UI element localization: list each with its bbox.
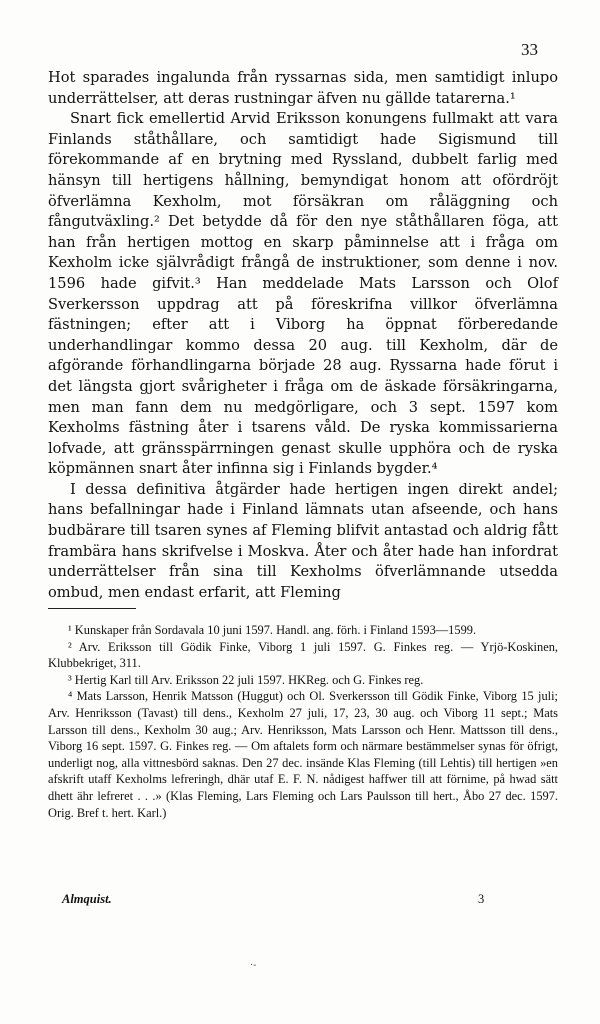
paragraph: Snart fick emellertid Arvid Eriksson konungens fullmakt att vara Finlands ståthållare, och samtidigt hade Sigismund till förekommande af en brytning med Ryssland, dubbelt farlig med hänsyn till hertigens hållning, bemyndigat honom att ofördröjt öfverlämna Kexholm, mot försäkran om råläggning och fångutväxling.² Det betydde då för den nye ståthållaren föga, att han från hertigen mottog en skarp påminnelse att i fråga om Kexholm icke självrådigt frångå de instruktioner, som denne i nov. 1596 hade gifvit.³ Han meddelade Mats Larsson och Olof Sverkersson uppdrag att på föreskrifna villkor öfverlämna fästningen; efter att i Viborg ha öppnat förberedande underhandlingar kommo dessa 20 aug. till Kexholm, där de afgörande förhandlingarna började 28 aug. Ryssarna hade förut i det längsta gjort svårigheter i fråga om de äskade försäkringarna, men man fann dem nu medgörligare, och 3 sept. 1597 kom Kexholms fästning åter i tsarens våld. De ryska kommissarierna lofvade, att gränsspärrningen genast skulle upphöra och de ryska köpmännen snart åter infinna sig i Finlands bygder.⁴ [48,110,558,478]
footnote-divider [48,608,136,609]
footnote: ² Arv. Eriksson till Gödik Finke, Viborg 1 juli 1597. G. Finkes reg. — Yrjö-Koskinen, Klubbekriget, 311. [48,639,558,671]
footnote: ⁴ Mats Larsson, Henrik Matsson (Huggut) och Ol. Sverkersson till Gödik Finke, Viborg 15 juli; Arv. Henriksson (Tavast) till dens., Kexholm 27 juli, 17, 23, 30 aug. och Viborg 11 sept.; Mats Larsson till dens., Kexholm 30 aug.; Arv. Henriksson, Mats Larsson och Henr. Mattsson till dens., Viborg 16 sept. 1597. G. Finkes reg. — Om aftalets form och närmare bestämmelser synas för öfrigt, underligt nog, alla vittnesbörd saknas. Den 27 dec. insände Klas Fleming (till Lehtis) till hertigen »en afskrift utaff Kexholms lefreringh, dhär utaf E. F. N. nådigest haffwer till att förnime, på hwad sätt dhett ähr lefreret . . .» (Klas Fleming, Lars Fleming och Lars Paulsson till hert., Åbo 27 dec. 1597. Orig. Bref t. hert. Karl.) [48,689,558,820]
footnote: ³ Hertig Karl till Arv. Eriksson 22 juli 1597. HKReg. och G. Finkes reg. [68,672,424,687]
footnote: ¹ Kunskaper från Sordavala 10 juni 1597. Handl. ang. förh. i Finland 1593—1599. [68,623,477,637]
paragraph: I dessa definitiva åtgärder hade hertigen ingen direkt andel; hans befallningar hade i Finland lämnats utan afseende, och hans budbärare till tsaren synes af Fleming blifvit antastad och aldrig fått frambära hans skrifvelse i Moskva. Åter och åter hade han infordrat underrättelser från sina till Kexholms öfverlämnande utsedda ombud, men endast erfarit, att Fleming [48,480,558,601]
paragraph: Hot sparades ingalunda från ryssarnas sida, men samtidigt inlupo underrättelser, att deras rustningar äfven nu gällde tatarerna.¹ [48,69,558,107]
body-text [48,68,558,603]
signature-mark: Almquist. [62,892,112,906]
bottom-mark: ·- [250,960,257,971]
footnotes [48,622,558,821]
sheet-number: 3 [478,892,485,906]
page-number: 33 [521,40,538,59]
